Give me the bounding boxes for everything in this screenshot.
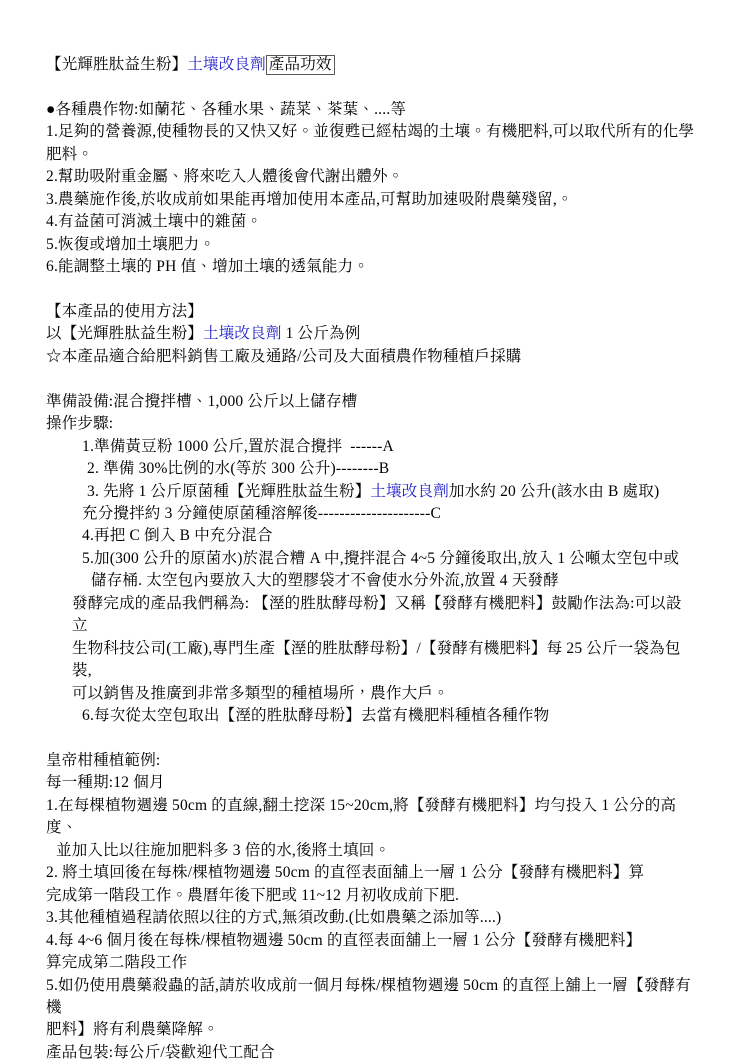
text-line	[46, 346, 696, 368]
boxed-label: 產品功效	[266, 55, 335, 75]
text-segment: 2.幫助吸附重金屬、將來吃入人體後會代謝出體外。	[46, 168, 404, 186]
text-segment: 1.在每棵植物週邊 50cm 的直線,翻土挖深 15~20cm,將【發酵有機肥料】均勻投入 1 公分的高度、	[46, 796, 677, 837]
text-line	[46, 907, 696, 929]
product-name-blue-text: 土壤改良劑	[203, 325, 282, 343]
text-segment: 2. 將土填回後在每株/棵植物週邊 50cm 的直徑表面舖上一層 1 公分【發酵有機肥料】算	[46, 864, 645, 882]
text-segment: 6.每次從太空包取出【溼的胜肽酵母粉】去當有機肥料種植各種作物	[82, 707, 550, 725]
text-line	[46, 593, 696, 638]
text-segment: 儲存桶. 太空包內要放入大的塑膠袋才不會使水分外流,放置 4 天發酵	[91, 572, 559, 590]
text-segment: 皇帝柑種植範例:	[46, 751, 161, 769]
text-segment: 4.再把 C 倒入 B 中充分混合	[82, 527, 273, 545]
text-line	[46, 121, 696, 143]
text-line	[46, 952, 696, 974]
text-line	[46, 975, 696, 1020]
text-segment: 並加入比以往施加肥料多 3 倍的水,後將土填回。	[56, 841, 391, 859]
text-segment: 生物科技公司(工廠),專門生產【溼的胜肽酵母粉】/【發酵有機肥料】每 25 公斤一袋為包裝,	[72, 639, 681, 680]
text-segment: 發酵完成的產品我們稱為: 【溼的胜肽酵母粉】又稱【發酵有機肥料】鼓勵作法為:可以設立	[72, 594, 682, 635]
text-segment: 操作步驟:	[46, 415, 114, 433]
text-line	[46, 234, 696, 256]
text-line	[46, 772, 696, 794]
text-line	[46, 413, 696, 435]
text-segment: 充分攪拌約 3 分鐘使原菌種溶解後---------------------C	[82, 505, 442, 523]
text-line	[46, 1042, 696, 1064]
blank-line	[46, 76, 696, 98]
text-line	[46, 525, 696, 547]
text-line	[46, 256, 696, 278]
text-line	[46, 930, 696, 952]
text-line	[46, 189, 696, 211]
text-segment: 5.如仍使用農藥殺蟲的話,請於收成前一個月每株/棵植物週邊 50cm 的直徑上舖上一層【發酵有機	[46, 976, 691, 1016]
text-segment: 準備設備:混合攪拌槽、1,000 公斤以上儲存槽	[46, 392, 358, 410]
text-line	[46, 795, 696, 840]
text-segment: 5.加(300 公升的原菌水)於混合糟 A 中,攪拌混合 4~5 分鐘後取出,放入 1 公噸太空包中或	[82, 549, 680, 567]
text-segment: 肥料】將有利農藥降解。	[46, 1021, 219, 1039]
text-line	[46, 211, 696, 233]
text-line	[46, 503, 696, 525]
document-page	[46, 54, 696, 1064]
text-segment: 4.有益菌可消滅土壤中的雜菌。	[46, 213, 263, 231]
text-line	[46, 840, 696, 862]
text-segment: ☆本產品適合給肥料銷售工廠及通路/公司及大面積農作物種植戶採購	[46, 347, 522, 365]
text-line	[46, 683, 696, 705]
text-line	[46, 166, 696, 188]
text-line	[46, 458, 696, 480]
text-line	[46, 885, 696, 907]
product-name-blue-text: 土壤改良劑	[187, 56, 266, 73]
text-line	[46, 481, 696, 503]
text-line	[46, 638, 696, 683]
text-line	[46, 323, 696, 345]
text-segment: 每一種期:12 個月	[46, 774, 165, 792]
text-segment: 4.每 4~6 個月後在每株/棵植物週邊 50cm 的直徑表面舖上一層 1 公分【發酵有機肥料】	[46, 931, 642, 949]
text-segment: ●各種農作物:如蘭花、各種水果、蔬菜、茶葉、....等	[46, 100, 407, 118]
text-segment: 2. 準備 30%比例的水(等於 300 公升)--------B	[87, 460, 390, 478]
text-line	[46, 705, 696, 727]
blank-line	[46, 728, 696, 750]
text-line	[46, 750, 696, 772]
product-name-blue-text: 土壤改良劑	[370, 482, 449, 500]
text-segment: 【光輝胜肽益生粉】	[46, 56, 188, 73]
text-segment: 3. 先將 1 公斤原菌種【光輝胜肽益生粉】	[87, 482, 371, 500]
text-line	[46, 1019, 696, 1041]
blank-line	[46, 279, 696, 301]
text-segment: 1 公斤為例	[281, 325, 361, 343]
text-segment: 以【光輝胜肽益生粉】	[46, 325, 204, 343]
text-segment: 算完成第二階段工作	[46, 954, 188, 972]
text-segment: 3.其他種植過程請依照以往的方式,無須改動.(比如農藥之添加等....)	[46, 909, 502, 927]
text-segment: 6.能調整土壤的 PH 值、增加土壤的透氣能力。	[46, 258, 369, 276]
blank-line	[46, 368, 696, 390]
text-segment: 肥料。	[46, 145, 94, 163]
text-segment: 可以銷售及推廣到非常多類型的種植場所，農作大戶。	[72, 684, 449, 702]
text-segment: 【本產品的使用方法】	[46, 302, 204, 320]
text-line	[46, 570, 696, 592]
text-segment: 3.農藥施作後,於收成前如果能再增加使用本產品,可幫助加速吸附農藥殘留,。	[46, 190, 573, 208]
text-segment: 5.恢復或增加土壤肥力。	[46, 235, 216, 253]
text-line	[46, 54, 696, 76]
text-segment: 加水約 20 公升(該水由 B 處取)	[448, 482, 660, 500]
text-segment: 1.準備黃豆粉 1000 公斤,置於混合攪拌 ------A	[82, 437, 394, 455]
text-segment: 產品包裝:每公斤/袋歡迎代工配合	[46, 1043, 275, 1061]
text-segment: 完成第一階段工作。農曆年後下肥或 11~12 月初收成前下肥.	[46, 886, 460, 904]
text-line	[46, 301, 696, 323]
text-line	[46, 99, 696, 121]
text-line	[46, 436, 696, 458]
text-line	[46, 391, 696, 413]
text-line	[46, 548, 696, 570]
text-line	[46, 862, 696, 884]
text-line	[46, 144, 696, 166]
text-segment: 1.足夠的營養源,使種物長的又快又好。並復甦已經枯竭的土壤。有機肥料,可以取代所有的化學	[46, 123, 695, 141]
